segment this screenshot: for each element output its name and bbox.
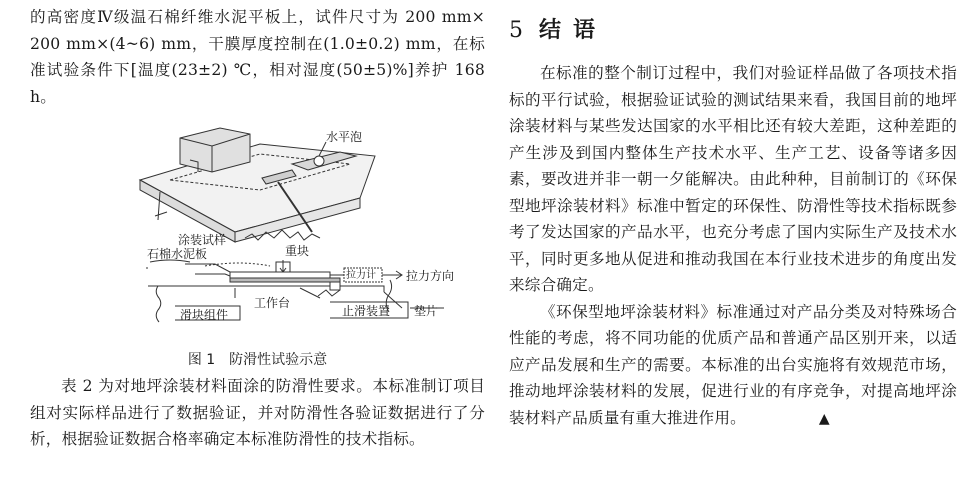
left-paragraph-2: 表 2 为对地坪涂装材料面涂的防滑性要求。本标准制订项目组对实际样品进行了数据验证，并对防滑性各验证数据进行了分析，根据验证数据合格率确定本标准防滑性的技术指标。: [30, 377, 485, 448]
label-workbench: 工作台: [254, 296, 291, 310]
figure-number: 图 1: [187, 352, 216, 368]
section-heading: [509, 16, 957, 46]
right-paragraph-2: [509, 299, 957, 433]
right-paragraph-2-text: 《环保型地坪涂装材料》标准通过对产品分类及对特殊场合性能的考虑，将不同功能的优质产品和普通产品区别开来，以适应产品发展和生产的需要。本标准的出台实施将有效规范市场，推动地坪涂装材料的发展，促进行业的有序竞争，对提高地坪涂装材料产品质量有重大推进作用。: [509, 302, 957, 427]
label-coated-specimen: 涂装试样: [178, 233, 227, 247]
end-mark-icon: ▲: [818, 410, 830, 427]
left-paragraph-1: 的高密度Ⅳ级温石棉纤维水泥平板上，试件尺寸为 200 mm× 200 mm×(4~6) mm，干膜厚度控制在(1.0±0.2) mm，在标准试验条件下[温度(23±2) ℃，相对湿度(50±5)%]养护 168 h。: [30, 8, 485, 106]
section-number: 5: [509, 18, 523, 43]
label-pad: 垫片: [414, 304, 439, 318]
label-slider-assembly: 滑块组件: [180, 308, 229, 322]
label-tension-meter: 拉力计: [346, 270, 376, 281]
right-column: [509, 4, 957, 432]
figure-1: [30, 120, 485, 373]
label-level-bubble: 水平泡: [326, 130, 363, 144]
right-paragraph-1: 在标准的整个制订过程中，我们对验证样品做了各项技术指标的平行试验，根据验证试验的测试结果来看，我国目前的地坪涂装材料与某些发达国家的水平相比还有较大差距，这种差距的产生涉及到国内整体生产技术水平、生产工艺、设备等诸多因素，要改进并非一朝一夕能解决。由此种种，目前制订的《环保型地坪涂装材料》标准中暂定的环保性、防滑性等技术指标既参考了发达国家的产品水平，也充分考虑了国内实际生产及技术水平，同时更多地从促进和推动我国在本行业技术进步的角度出发来综合确定。: [509, 64, 957, 294]
figure-caption-text: 防滑性试验示意: [229, 352, 328, 368]
figure-caption: [30, 351, 485, 369]
left-column: [30, 4, 485, 453]
label-pull-direction: 拉力方向: [406, 269, 455, 283]
section-title: 结语: [539, 18, 608, 43]
label-anti-slip-device: 止滑装置: [342, 304, 391, 318]
label-weight: 重块: [285, 244, 310, 258]
label-asbestos-cement-board: 石棉水泥板: [147, 247, 208, 261]
